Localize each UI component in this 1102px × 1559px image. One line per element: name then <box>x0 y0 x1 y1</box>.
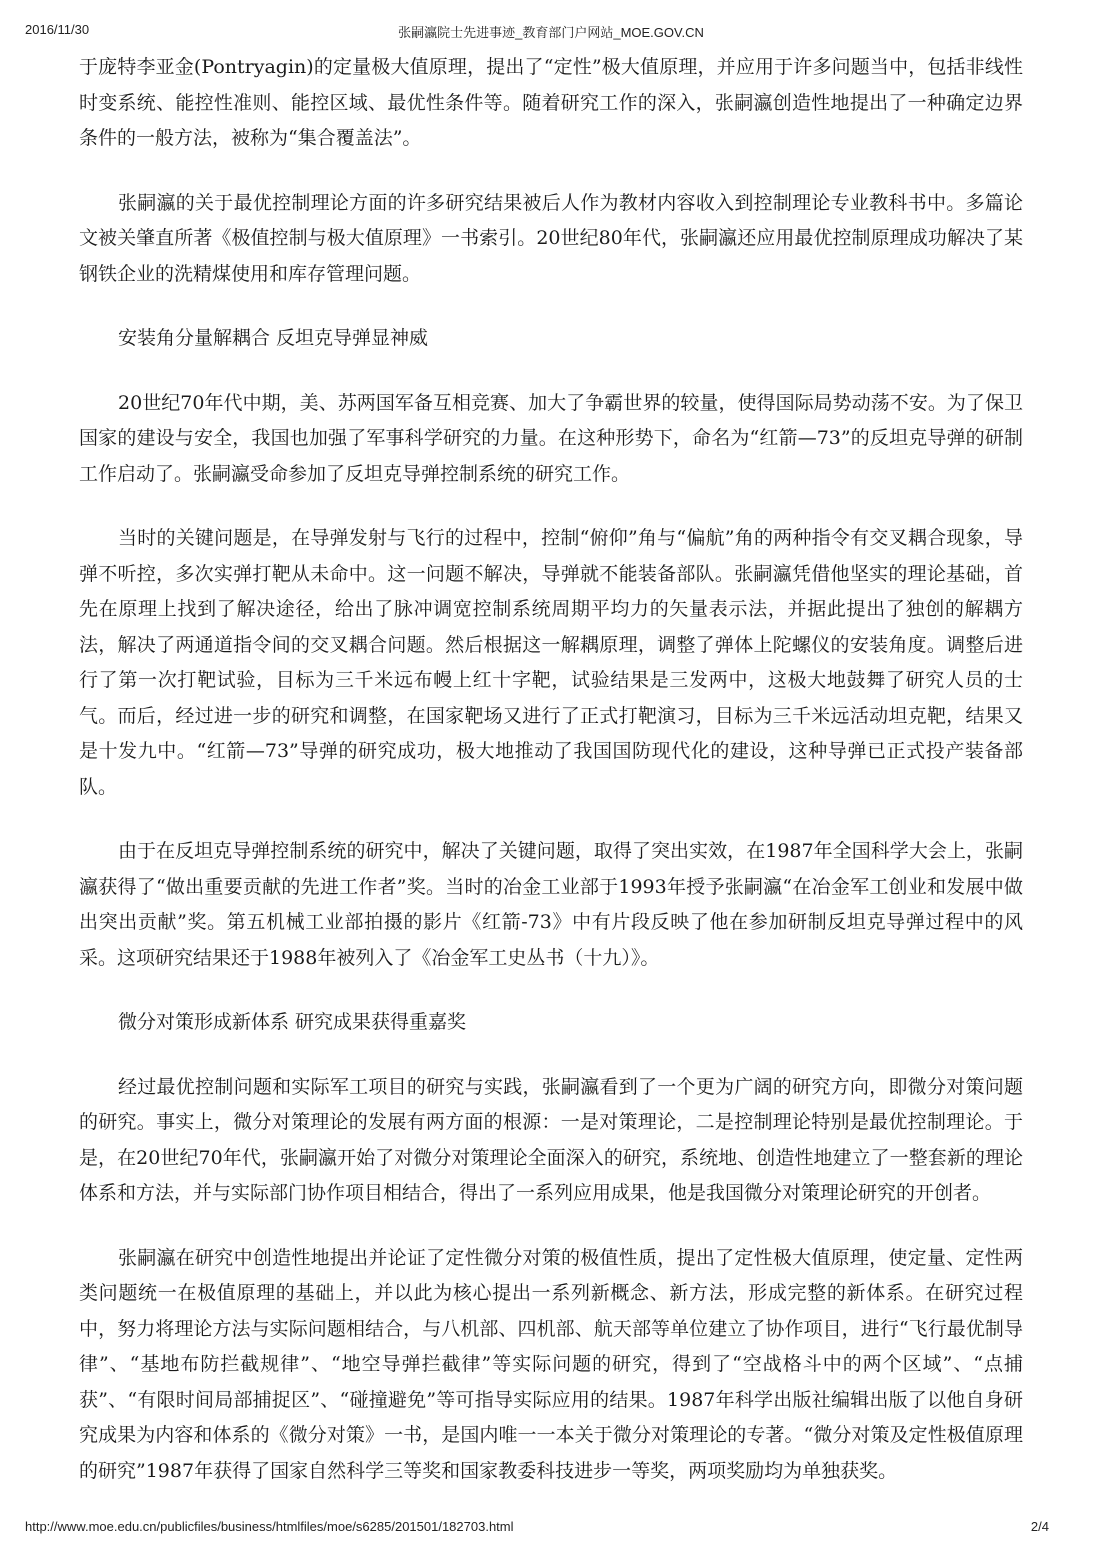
print-header <box>0 22 1102 42</box>
article-paragraph: 经过最优控制问题和实际军工项目的研究与实践，张嗣瀛看到了一个更为广阔的研究方向，即微分对策问题的研究。事实上，微分对策理论的发展有两方面的根源：一是对策理论，二是控制理论特别是最优控制理论。于是，在20世纪70年代，张嗣瀛开始了对微分对策理论全面深入的研究，系统地、创造性地建立了一整套新的理论体系和方法，并与实际部门协作项目相结合，得出了一系列应用成果，他是我国微分对策理论研究的开创者。 <box>79 1075 1023 1204</box>
page-number: 2/4 <box>1030 1519 1049 1534</box>
print-page-title: 张嗣瀛院士先进事迹_教育部门户网站_MOE.GOV.CN <box>398 25 704 40</box>
article-paragraph: 由于在反坦克导弹控制系统的研究中，解决了关键问题，取得了突出实效，在1987年全国科学大会上，张嗣瀛获得了“做出重要贡献的先进工作者”奖。当时的冶金工业部于1993年授予张嗣瀛“在冶金军工创业和发展中做出突出贡献”奖。第五机械工业部拍摄的影片《红箭-73》中有片段反映了他在参加研制反坦克导弹过程中的风采。这项研究结果还于1988年被列入了《冶金军工史丛书（十九）》。 <box>79 840 1023 969</box>
article-paragraph: 当时的关键问题是，在导弹发射与飞行的过程中，控制“俯仰”角与“偏航”角的两种指令有交叉耦合现象，导弹不听控，多次实弹打靶从未命中。这一问题不解决，导弹就不能装备部队。张嗣瀛凭借他坚实的理论基础，首先在原理上找到了解决途径，给出了脉冲调宽控制系统周期平均力的矢量表示法，并据此提出了独创的解耦方法，解决了两通道指令间的交叉耦合问题。然后根据这一解耦原理，调整了弹体上陀螺仪的安装角度。调整后进行了第一次打靶试验，目标为三千米远布幔上红十字靶，试验结果是三发两中，这极大地鼓舞了研究人员的士气。而后，经过进一步的研究和调整，在国家靶场又进行了正式打靶演习，目标为三千米远活动坦克靶，结果又是十发九中。“红箭—73”导弹的研究成功，极大地推动了我国国防现代化的建设，这种导弹已正式投产装备部队。 <box>79 527 1023 798</box>
article-paragraph: 张嗣瀛在研究中创造性地提出并论证了定性微分对策的极值性质，提出了定性极大值原理，使定量、定性两类问题统一在极值原理的基础上，并以此为核心提出一系列新概念、新方法，形成完整的新体系。在研究过程中，努力将理论方法与实际问题相结合，与八机部、四机部、航天部等单位建立了协作项目，进行“飞行最优制导律”、“基地布防拦截规律”、“地空导弹拦截律”等实际问题的研究，得到了“空战格斗中的两个区域”、“点捕获”、“有限时间局部捕捉区”、“碰撞避免”等可指导实际应用的结果。1987年科学出版社编辑出版了以他自身研究成果为内容和体系的《微分对策》一书，是国内唯一一本关于微分对策理论的专著。“微分对策及定性极值原理的研究”1987年获得了国家自然科学三等奖和国家教委科技进步一等奖，两项奖励均为单独获奖。 <box>79 1246 1023 1482</box>
print-footer <box>0 1519 1102 1539</box>
article-paragraph: 张嗣瀛的关于最优控制理论方面的许多研究结果被后人作为教材内容收入到控制理论专业教科书中。多篇论文被关肇直所著《极值控制与极大值原理》一书索引。20世纪80年代，张嗣瀛还应用最优控制原理成功解决了某钢铁企业的洗精煤使用和库存管理问题。 <box>79 191 1023 285</box>
page-url: http://www.moe.edu.cn/publicfiles/business/htmlfiles/moe/s6285/201501/182703.html <box>25 1519 514 1534</box>
print-date: 2016/11/30 <box>25 22 90 37</box>
section-heading: 安装角分量解耦合 反坦克导弹显神威 <box>118 327 429 349</box>
article-body <box>79 50 1023 1518</box>
article-paragraph: 20世纪70年代中期，美、苏两国军备互相竞赛、加大了争霸世界的较量，使得国际局势动荡不安。为了保卫国家的建设与安全，我国也加强了军事科学研究的力量。在这种形势下，命名为“红箭—73”的反坦克导弹的研制工作启动了。张嗣瀛受命参加了反坦克导弹控制系统的研究工作。 <box>79 391 1023 485</box>
article-paragraph: 于庞特李亚金(Pontryagin)的定量极大值原理，提出了“定性”极大值原理，并应用于许多问题当中，包括非线性时变系统、能控性准则、能控区域、最优性条件等。随着研究工作的深入，张嗣瀛创造性地提出了一种确定边界条件的一般方法，被称为“集合覆盖法”。 <box>79 56 1023 149</box>
section-heading: 微分对策形成新体系 研究成果获得重嘉奖 <box>118 1011 467 1033</box>
